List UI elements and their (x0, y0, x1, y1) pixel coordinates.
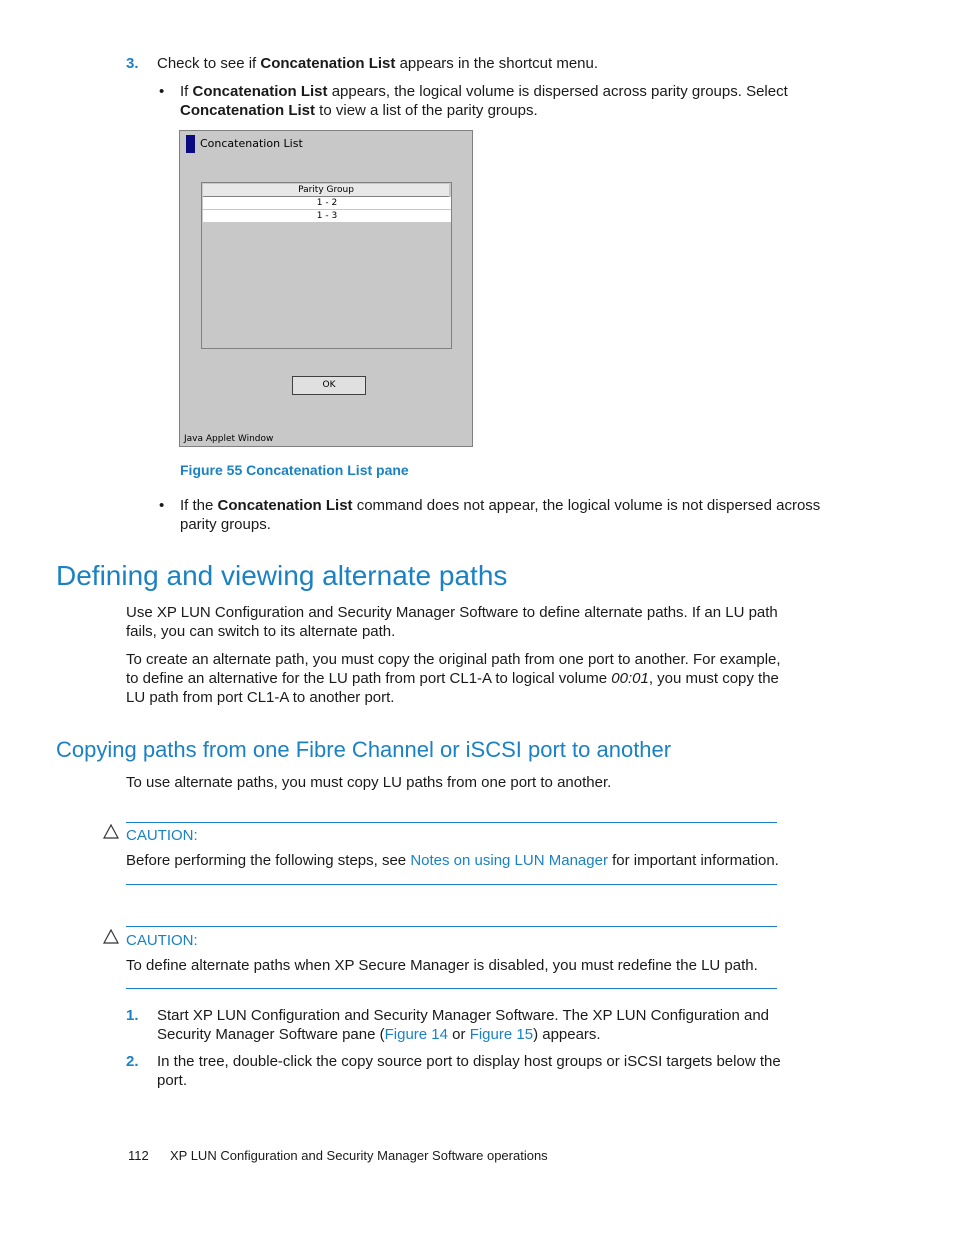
step-number: 1. (126, 1007, 139, 1024)
warning-triangle-icon (103, 929, 119, 945)
warning-triangle-icon (103, 824, 119, 840)
section1-paragraph-2: To create an alternate path, you must copy the original path from one port to another. For example, to define an alternative for the LU path from port CL1-A to logical volume 00:01, you must copy the LU path from port CL1-A to another port. (126, 651, 781, 706)
bullet-concatenation-appears (159, 82, 819, 119)
caution-top-rule (126, 822, 777, 823)
concatenation-list-dialog (179, 130, 473, 447)
figure-caption: Figure 55 Concatenation List pane (180, 462, 409, 478)
bullet-dot: • (159, 83, 165, 100)
notes-lun-manager-link[interactable]: Notes on using LUN Manager (410, 852, 608, 869)
list-item[interactable]: 1 - 2 (203, 197, 451, 210)
footer-title: XP LUN Configuration and Security Manager Software operations (169, 1148, 548, 1163)
caution-text: To define alternate paths when XP Secure Manager is disabled, you must redefine the LU path. (126, 957, 758, 974)
step-text: Check to see if Concatenation List appears in the shortcut menu. (157, 55, 599, 72)
step-number: 3. (126, 55, 139, 72)
column-header-parity-group[interactable]: Parity Group (203, 184, 449, 197)
bullet-dot: • (159, 497, 165, 514)
caution-label: CAUTION: (126, 827, 198, 844)
caution-label: CAUTION: (126, 932, 198, 949)
bullet-line-2: Concatenation List to view a list of the parity groups. (180, 102, 538, 119)
bullet-line-1: If Concatenation List appears, the logical volume is dispersed across parity groups. Select (180, 83, 788, 100)
page-number: 112 (128, 1148, 149, 1163)
step-number: 2. (126, 1053, 139, 1070)
section-heading-alternate-paths: Defining and viewing alternate paths (56, 560, 508, 591)
page-footer (128, 1146, 548, 1165)
window-title-marker (186, 135, 195, 153)
bullet-line-1: If the Concatenation List command does not appear, the logical volume is not dispersed across (180, 497, 821, 514)
section1-paragraph-1: Use XP LUN Configuration and Security Manager Software to define alternate paths. If an LU path fails, you can switch to its alternate path. (126, 604, 778, 640)
section2-intro: To use alternate paths, you must copy LU paths from one port to another. (126, 774, 612, 791)
step-3 (126, 54, 826, 73)
step-1: 1. Start XP LUN Configuration and Security Manager Software. The XP LUN Configuration and Security Manager Software pane (Figure 14 or Figure 15) appears. (126, 1007, 770, 1043)
dialog-title: Concatenation List (200, 137, 303, 150)
section-heading-copying-paths: Copying paths from one Fibre Channel or iSCSI port to another (56, 737, 672, 762)
caution-text: Before performing the following steps, see Notes on using LUN Manager for important information. (126, 852, 779, 869)
bullet-line-2: parity groups. (180, 516, 271, 533)
figure-15-link[interactable]: Figure 15 (469, 1026, 534, 1043)
caution-top-rule (126, 926, 777, 927)
figure-14-link[interactable]: Figure 14 (384, 1026, 448, 1043)
parity-group-list[interactable] (201, 182, 452, 349)
java-applet-window-label: Java Applet Window (184, 434, 274, 444)
caution-bottom-rule (126, 988, 777, 989)
ok-button[interactable]: OK (292, 376, 366, 395)
step-2: 2. In the tree, double-click the copy source port to display host groups or iSCSI targets below the port. (126, 1053, 781, 1089)
list-item[interactable]: 1 - 3 (203, 210, 451, 223)
caution-bottom-rule (126, 884, 777, 885)
bullet-concatenation-not-appears (159, 496, 821, 533)
